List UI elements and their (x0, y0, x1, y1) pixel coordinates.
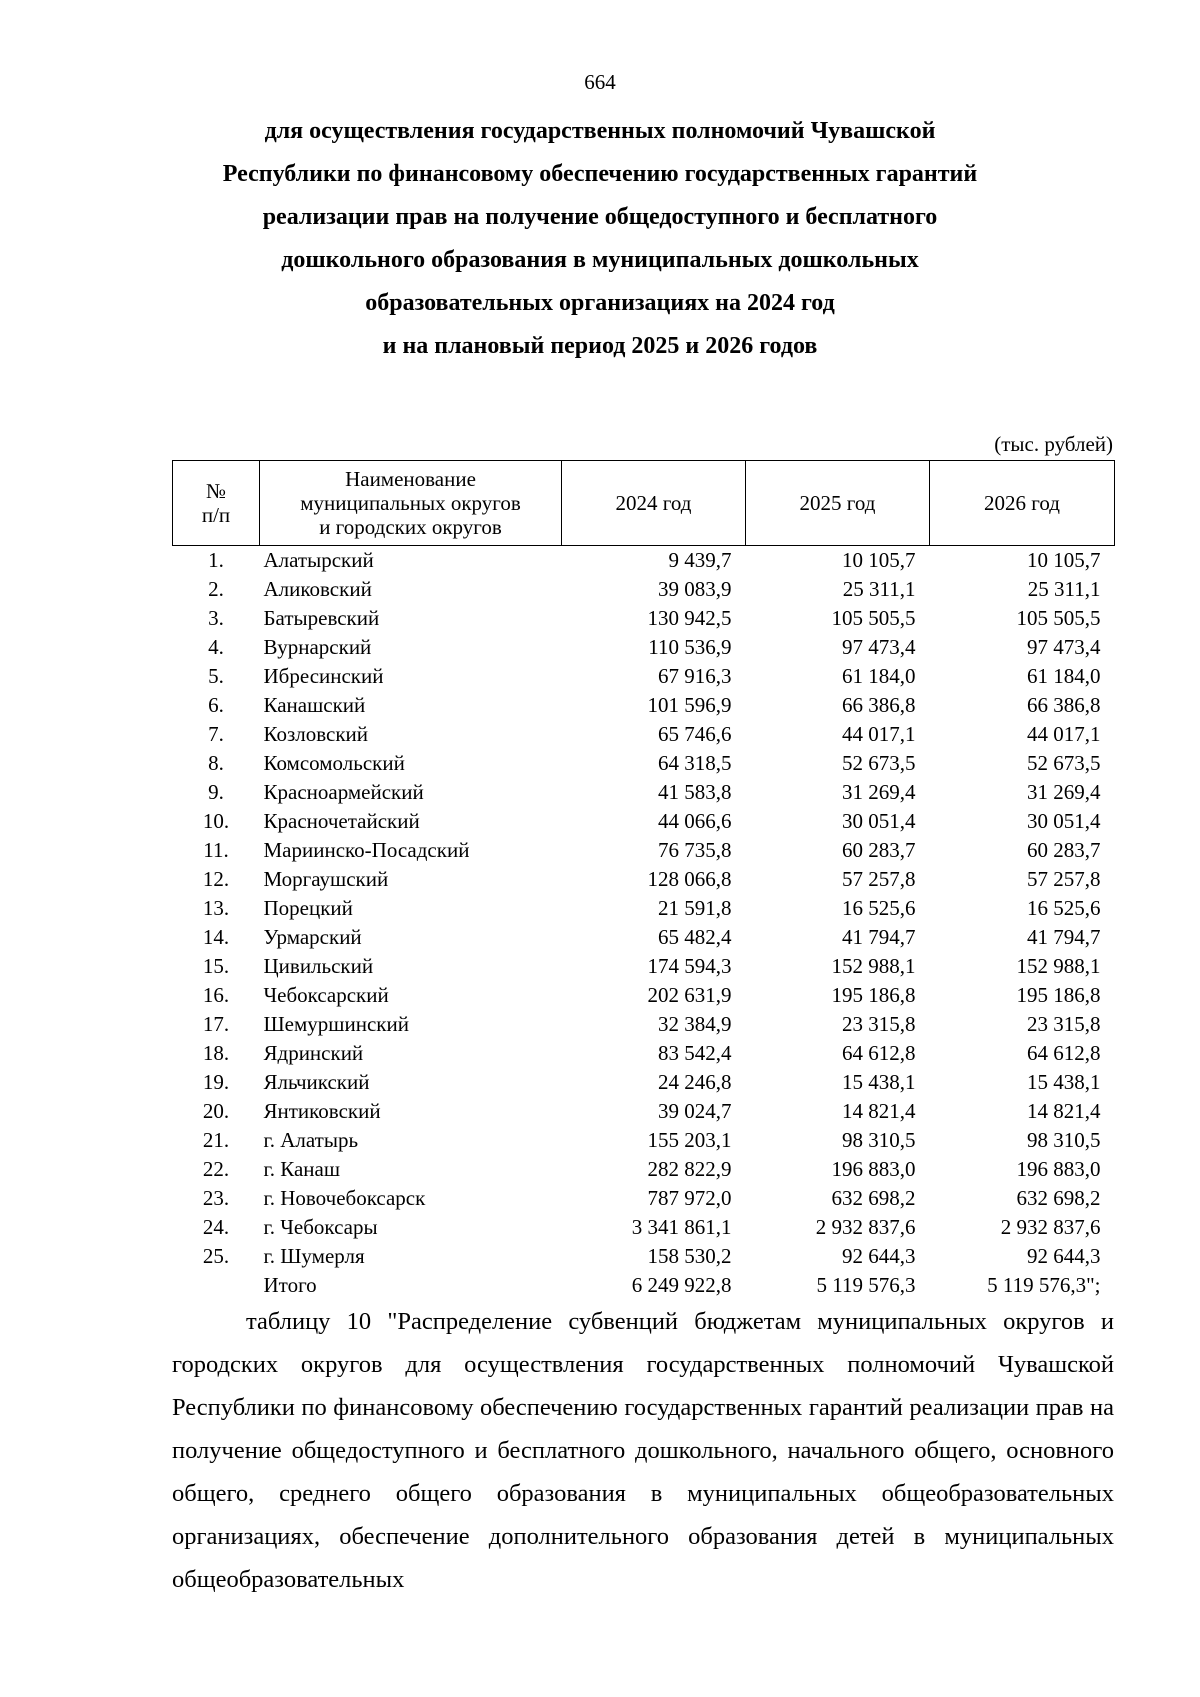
row-number: 18. (202, 1041, 230, 1065)
value-2026: 66 386,8 (1027, 693, 1101, 717)
value-2024: 39 083,9 (658, 577, 732, 601)
value-2026: 5 119 576,3"; (987, 1273, 1101, 1297)
row-name: Батыревский (263, 606, 380, 630)
row-number: 25. (202, 1244, 230, 1268)
table-row (173, 778, 1115, 807)
value-2025: 25 311,1 (842, 577, 916, 601)
value-2026: 105 505,5 (1016, 606, 1101, 630)
table-row (173, 1010, 1115, 1039)
value-2026: 41 794,7 (1027, 925, 1101, 949)
row-name: Янтиковский (263, 1099, 381, 1123)
value-2024: 83 542,4 (658, 1041, 732, 1065)
row-number: 3. (208, 606, 224, 630)
value-2025: 152 988,1 (831, 954, 916, 978)
table-row (173, 575, 1115, 604)
value-2025: 5 119 576,3 (816, 1273, 916, 1297)
table-row (173, 633, 1115, 662)
row-number: 22. (202, 1157, 230, 1181)
value-2026: 31 269,4 (1027, 780, 1101, 804)
row-number: 8. (208, 751, 224, 775)
units-label: (тыс. рублей) (994, 432, 1113, 456)
document-title (160, 110, 1040, 368)
table-row (173, 749, 1115, 778)
table-row (173, 1126, 1115, 1155)
row-name: Порецкий (263, 896, 353, 920)
table-row (173, 952, 1115, 981)
value-2026: 14 821,4 (1027, 1099, 1101, 1123)
table-row (173, 1068, 1115, 1097)
value-2024: 174 594,3 (647, 954, 732, 978)
budget-table (172, 460, 1115, 1300)
value-2025: 92 644,3 (842, 1244, 916, 1268)
row-number: 21. (202, 1128, 230, 1152)
body-paragraph: таблицу 10 "Распределение субвенций бюджетам муниципальных округов и городских округов для осуществления государственных полномочий Чувашской Республики по финансовому обеспечению государственных гарантий реализации прав на получение общедоступного и бесплатного дошкольного, начального общего, основного общего, среднего общего образования в муниципальных общеобразовательных организациях, обеспечение дополнительного образования детей в муниципальных общеобразовательных (172, 1308, 1114, 1593)
value-2024: 76 735,8 (658, 838, 732, 862)
row-name: Красночетайский (263, 809, 420, 833)
table-row (173, 1039, 1115, 1068)
table-row (173, 604, 1115, 633)
row-name: Урмарский (263, 925, 362, 949)
value-2024: 44 066,6 (658, 809, 732, 833)
value-2025: 30 051,4 (842, 809, 916, 833)
value-2025: 52 673,5 (842, 751, 916, 775)
value-2024: 130 942,5 (647, 606, 732, 630)
value-2026: 15 438,1 (1027, 1070, 1101, 1094)
page-number: 664 (584, 70, 616, 94)
row-name: Мариинско-Посадский (263, 838, 470, 862)
value-2026: 23 315,8 (1027, 1012, 1101, 1036)
value-2025: 64 612,8 (842, 1041, 916, 1065)
header-name: Наименование муниципальных округов и городских округов (260, 461, 562, 546)
value-2024: 155 203,1 (647, 1128, 732, 1152)
row-name: Вурнарский (263, 635, 372, 659)
value-2025: 61 184,0 (842, 664, 916, 688)
row-name: Красноармейский (263, 780, 424, 804)
value-2026: 57 257,8 (1027, 867, 1101, 891)
title-line: Республики по финансовому обеспечению государственных гарантий (222, 161, 978, 187)
row-number: 16. (202, 983, 230, 1007)
value-2024: 101 596,9 (647, 693, 732, 717)
value-2024: 65 482,4 (658, 925, 732, 949)
value-2024: 32 384,9 (658, 1012, 732, 1036)
row-name: Козловский (263, 722, 369, 746)
value-2025: 60 283,7 (842, 838, 916, 862)
row-number: 13. (202, 896, 230, 920)
value-2024: 128 066,8 (647, 867, 732, 891)
value-2026: 196 883,0 (1016, 1157, 1101, 1181)
table-row (173, 546, 1115, 576)
value-2026: 64 612,8 (1027, 1041, 1101, 1065)
row-name: Ядринский (263, 1041, 364, 1065)
row-name: Аликовский (263, 577, 372, 601)
row-name: Комсомольский (263, 751, 405, 775)
value-2025: 15 438,1 (842, 1070, 916, 1094)
row-number: 17. (202, 1012, 230, 1036)
table-row (173, 981, 1115, 1010)
value-2026: 25 311,1 (1027, 577, 1101, 601)
table-row (173, 836, 1115, 865)
row-number: 11. (203, 838, 229, 862)
budget-table-wrapper (172, 460, 1114, 1300)
value-2024: 67 916,3 (658, 664, 732, 688)
row-number: 7. (208, 722, 224, 746)
value-2025: 16 525,6 (842, 896, 916, 920)
row-name: Цивильский (263, 954, 374, 978)
value-2025: 98 310,5 (842, 1128, 916, 1152)
value-2025: 195 186,8 (831, 983, 916, 1007)
value-2025: 2 932 837,6 (815, 1215, 916, 1239)
table-row (173, 662, 1115, 691)
table-row (173, 1242, 1115, 1271)
value-2025: 105 505,5 (831, 606, 916, 630)
row-name: г. Новочебоксарск (263, 1186, 426, 1210)
row-name: Шемуршинский (263, 1012, 409, 1036)
table-row (173, 720, 1115, 749)
row-number: 10. (202, 809, 230, 833)
value-2026: 16 525,6 (1027, 896, 1101, 920)
value-2025: 57 257,8 (842, 867, 916, 891)
title-line: дошкольного образования в муниципальных дошкольных (281, 247, 919, 273)
header-2024: 2024 год (562, 461, 746, 546)
table-row (173, 1184, 1115, 1213)
row-number: 5. (208, 664, 224, 688)
value-2026: 30 051,4 (1027, 809, 1101, 833)
value-2024: 110 536,9 (648, 635, 732, 659)
value-2024: 202 631,9 (647, 983, 732, 1007)
table-row (173, 865, 1115, 894)
row-name: г. Шумерля (263, 1244, 365, 1268)
table-header-row (173, 461, 1115, 546)
value-2025: 10 105,7 (842, 548, 916, 572)
value-2025: 41 794,7 (842, 925, 916, 949)
row-number: 15. (202, 954, 230, 978)
value-2024: 787 972,0 (647, 1186, 732, 1210)
value-2025: 196 883,0 (831, 1157, 916, 1181)
value-2024: 158 530,2 (647, 1244, 732, 1268)
row-name: г. Канаш (263, 1157, 341, 1181)
value-2024: 3 341 861,1 (631, 1215, 732, 1239)
table-row (173, 923, 1115, 952)
value-2025: 23 315,8 (842, 1012, 916, 1036)
row-name: Итого (263, 1273, 317, 1297)
value-2026: 92 644,3 (1027, 1244, 1101, 1268)
value-2024: 39 024,7 (658, 1099, 732, 1123)
row-number: 19. (202, 1070, 230, 1094)
value-2026: 98 310,5 (1027, 1128, 1101, 1152)
value-2024: 64 318,5 (658, 751, 732, 775)
table-row (173, 1097, 1115, 1126)
value-2026: 195 186,8 (1016, 983, 1101, 1007)
row-number: 24. (202, 1215, 230, 1239)
header-2026: 2026 год (930, 461, 1115, 546)
table-row (173, 691, 1115, 720)
row-number: 20. (202, 1099, 230, 1123)
table-row (173, 807, 1115, 836)
row-number: 6. (208, 693, 224, 717)
value-2026: 152 988,1 (1016, 954, 1101, 978)
value-2026: 61 184,0 (1027, 664, 1101, 688)
value-2026: 60 283,7 (1027, 838, 1101, 862)
value-2026: 2 932 837,6 (1000, 1215, 1101, 1239)
row-number: 23. (202, 1186, 230, 1210)
row-name: Яльчикский (263, 1070, 370, 1094)
value-2026: 52 673,5 (1027, 751, 1101, 775)
value-2025: 31 269,4 (842, 780, 916, 804)
value-2024: 9 439,7 (668, 548, 732, 572)
row-number: 12. (202, 867, 230, 891)
value-2026: 10 105,7 (1027, 548, 1101, 572)
value-2024: 6 249 922,8 (631, 1273, 732, 1297)
value-2025: 66 386,8 (842, 693, 916, 717)
value-2025: 97 473,4 (842, 635, 916, 659)
row-name: г. Алатырь (263, 1128, 359, 1152)
row-name: Канашский (263, 693, 366, 717)
value-2026: 97 473,4 (1027, 635, 1101, 659)
row-number (173, 1271, 260, 1300)
value-2024: 282 822,9 (647, 1157, 732, 1181)
value-2025: 44 017,1 (842, 722, 916, 746)
value-2024: 41 583,8 (658, 780, 732, 804)
value-2026: 632 698,2 (1016, 1186, 1101, 1210)
row-number: 4. (208, 635, 224, 659)
title-line: и на плановый период 2025 и 2026 годов (382, 333, 818, 359)
row-name: Алатырский (263, 548, 374, 572)
value-2024: 24 246,8 (658, 1070, 732, 1094)
row-number: 2. (208, 577, 224, 601)
row-number: 14. (202, 925, 230, 949)
value-2024: 21 591,8 (658, 896, 732, 920)
value-2025: 632 698,2 (831, 1186, 916, 1210)
value-2026: 44 017,1 (1027, 722, 1101, 746)
header-2025: 2025 год (746, 461, 930, 546)
row-name: Ибресинский (263, 664, 384, 688)
title-line: для осуществления государственных полномочий Чувашской (264, 118, 936, 144)
table-row (173, 894, 1115, 923)
row-name: Чебоксарский (263, 983, 389, 1007)
title-line: реализации прав на получение общедоступного и бесплатного (262, 204, 938, 230)
row-name: г. Чебоксары (263, 1215, 378, 1239)
row-number: 9. (208, 780, 224, 804)
table-total-row (173, 1271, 1115, 1300)
table-row (173, 1155, 1115, 1184)
header-number: № п/п (173, 461, 260, 546)
value-2025: 14 821,4 (842, 1099, 916, 1123)
row-number: 1. (208, 548, 224, 572)
table-body (173, 546, 1115, 1301)
title-line: образовательных организациях на 2024 год (365, 290, 835, 316)
value-2024: 65 746,6 (658, 722, 732, 746)
row-name: Моргаушский (263, 867, 389, 891)
table-row (173, 1213, 1115, 1242)
